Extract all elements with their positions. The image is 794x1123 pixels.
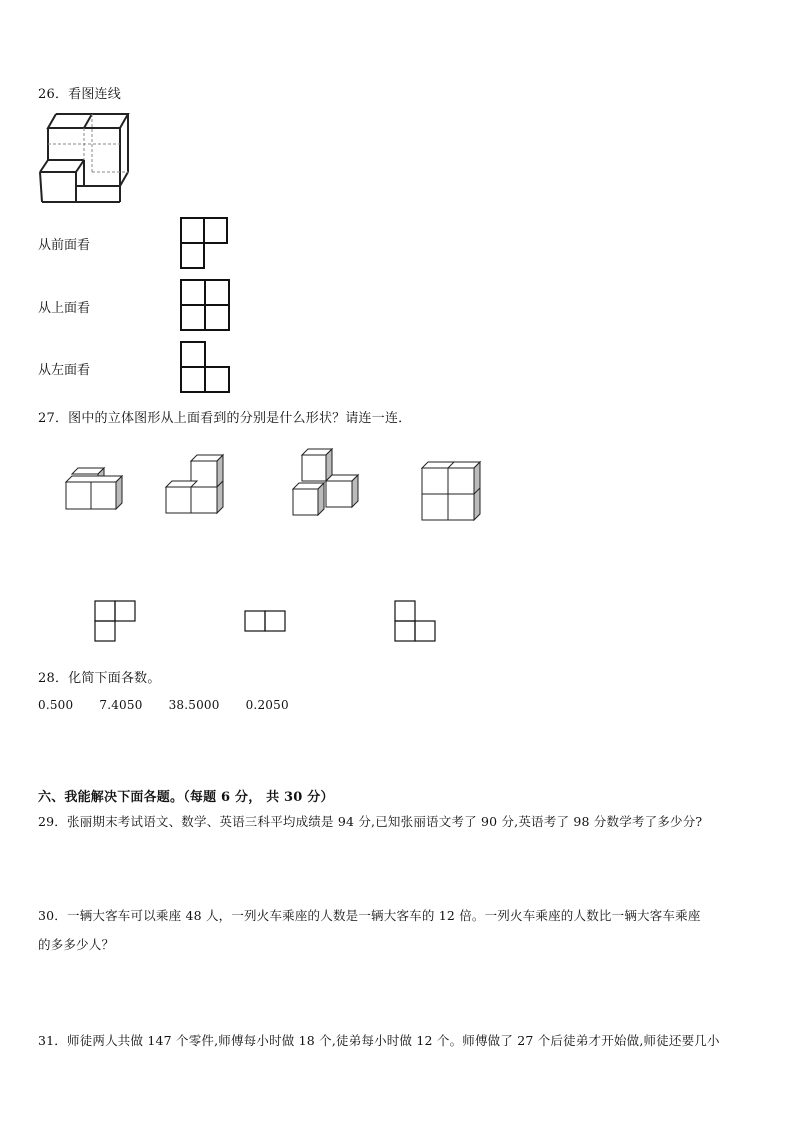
q27-top-view-1 [94,600,138,642]
q27-title: 27．图中的立体图形从上面看到的分别是什么形状？请连一连． [38,411,412,426]
q28-number: 0.500 [38,698,74,712]
q28-number: 7.4050 [99,698,143,712]
q28-number-list [38,698,315,712]
q27-solid-4 [420,460,484,524]
q31-text: 31．师徒两人共做 147 个零件,师傅每小时做 18 个,徒弟每小时做 12 个。师傅做了 27 个后徒弟才开始做,师徒还要几小 [38,1033,720,1048]
q27-top-view-2 [244,610,288,632]
q27-top-view-3 [394,600,438,642]
q26-solid-figure [38,110,133,208]
q28-title: 28．化简下面各数。 [38,671,161,686]
q29-text: 29．张丽期末考试语文、数学、英语三科平均成绩是 94 分,已知张丽语文考了 90 分,英语考了 98 分数学考了多少分? [38,814,703,829]
view-label-left: 从左面看 [38,363,91,378]
view-label-front: 从前面看 [38,238,91,253]
q30-line2: 的多多少人？ [38,937,115,952]
q28-number: 0.2050 [245,698,289,712]
q27-solid-3 [292,448,364,518]
section6-heading: 六、我能解决下面各题。（每题 6 分， 共 30 分） [38,790,334,805]
q26-title: 26．看图连线 [38,87,121,102]
q27-solid-1 [64,466,128,514]
view-shape-b [180,279,232,333]
q28-number: 38.5000 [168,698,220,712]
q27-solid-2 [165,453,229,515]
view-shape-a [180,217,230,269]
q30-line1: 30．一辆大客车可以乘座 48 人，一列火车乘座的人数是一辆大客车的 12 倍。一列火车乘座的人数比一辆大客车乘座 [38,908,701,923]
view-shape-c [180,341,232,395]
view-label-top: 从上面看 [38,301,91,316]
